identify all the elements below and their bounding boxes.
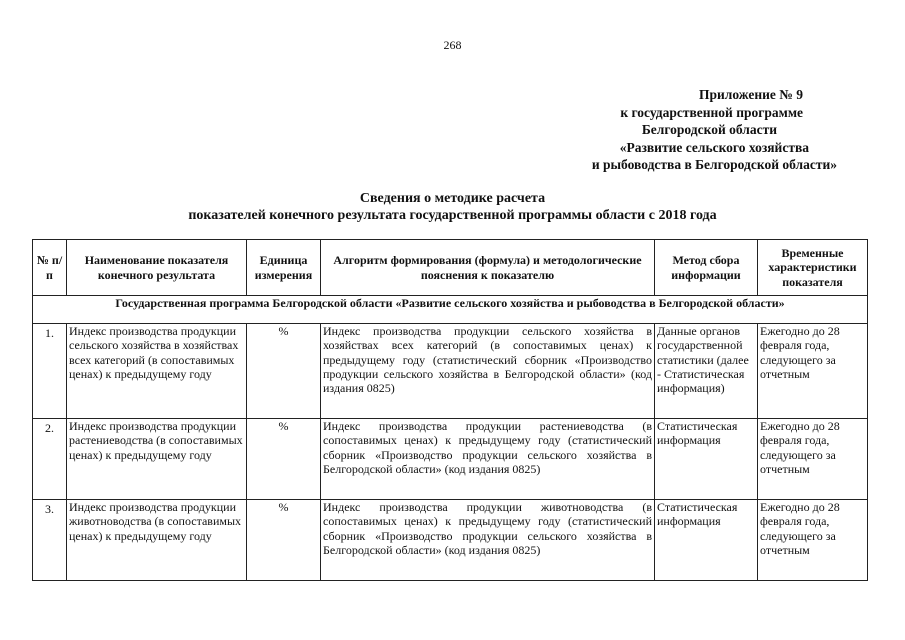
program-title: Государственная программа Белгородской области «Развитие сельского хозяйства и рыбоводства в Белгородской области» — [33, 296, 868, 324]
page-number: 268 — [443, 38, 462, 52]
appendix-header — [592, 86, 837, 174]
header-num: № п/п — [33, 240, 67, 296]
row-unit: % — [247, 419, 321, 500]
row-algorithm: Индекс производства продукции животноводства (в сопоставимых ценах) к предыдущему году (статистический сборник «Производство продукции сельского хозяйства в Белгородской области» (код издания 0825) — [321, 500, 655, 581]
header-timing: Временные характеристики показателя — [758, 240, 868, 296]
header-algorithm: Алгоритм формирования (формула) и методологические пояснения к показателю — [321, 240, 655, 296]
row-timing: Ежегодно до 28 февраля года, следующего за отчетным — [758, 500, 868, 581]
row-name: Индекс производства продукции растениеводства (в сопоставимых ценах) к предыдущему году — [67, 419, 247, 500]
appendix-line: Приложение № 9 — [699, 87, 803, 102]
row-unit: % — [247, 500, 321, 581]
document-title-line2: показателей конечного результата государственной программы области с 2018 года — [188, 208, 717, 223]
header-unit: Единица измерения — [247, 240, 321, 296]
row-unit: % — [247, 324, 321, 419]
row-method: Данные органов государственной статистики (далее - Статистическая информация) — [655, 324, 758, 419]
appendix-line: Белгородской области — [641, 122, 777, 137]
row-name: Индекс производства продукции животноводства (в сопоставимых ценах) к предыдущему году — [67, 500, 247, 581]
table-header-row — [33, 240, 868, 296]
appendix-line: и рыбоводства в Белгородской области» — [591, 157, 837, 172]
row-algorithm: Индекс производства продукции растениеводства (в сопоставимых ценах) к предыдущему году (статистический сборник «Производство продукции сельского хозяйства в Белгородской области» (код издания 0825) — [321, 419, 655, 500]
row-num: 3. — [33, 500, 67, 581]
row-name: Индекс производства продукции сельского хозяйства в хозяйствах всех категорий (в сопоставимых ценах) к предыдущему году — [67, 324, 247, 419]
appendix-line: к государственной программе — [620, 104, 803, 120]
row-method: Статистическая информация — [655, 500, 758, 581]
document-title-line1: Сведения о методике расчета — [359, 191, 546, 206]
indicators-table — [32, 239, 868, 581]
row-algorithm: Индекс производства продукции сельского хозяйства в хозяйствах всех категорий (в сопоставимых ценах) к предыдущему году (статистический сборник «Производство продукции сельского хозяйства в Белгородской области» (код издания 0825) — [321, 324, 655, 419]
document-title — [0, 190, 905, 224]
row-timing: Ежегодно до 28 февраля года, следующего за отчетным — [758, 419, 868, 500]
table-row — [33, 500, 868, 581]
row-num: 2. — [33, 419, 67, 500]
header-method: Метод сбора информации — [655, 240, 758, 296]
appendix-line: «Развитие сельского хозяйства — [619, 139, 809, 155]
program-title-row — [33, 296, 868, 324]
row-timing: Ежегодно до 28 февраля года, следующего за отчетным — [758, 324, 868, 419]
table-row — [33, 324, 868, 419]
header-name: Наименование показателя конечного результата — [67, 240, 247, 296]
row-num: 1. — [33, 324, 67, 419]
row-method: Статистическая информация — [655, 419, 758, 500]
table-row — [33, 419, 868, 500]
